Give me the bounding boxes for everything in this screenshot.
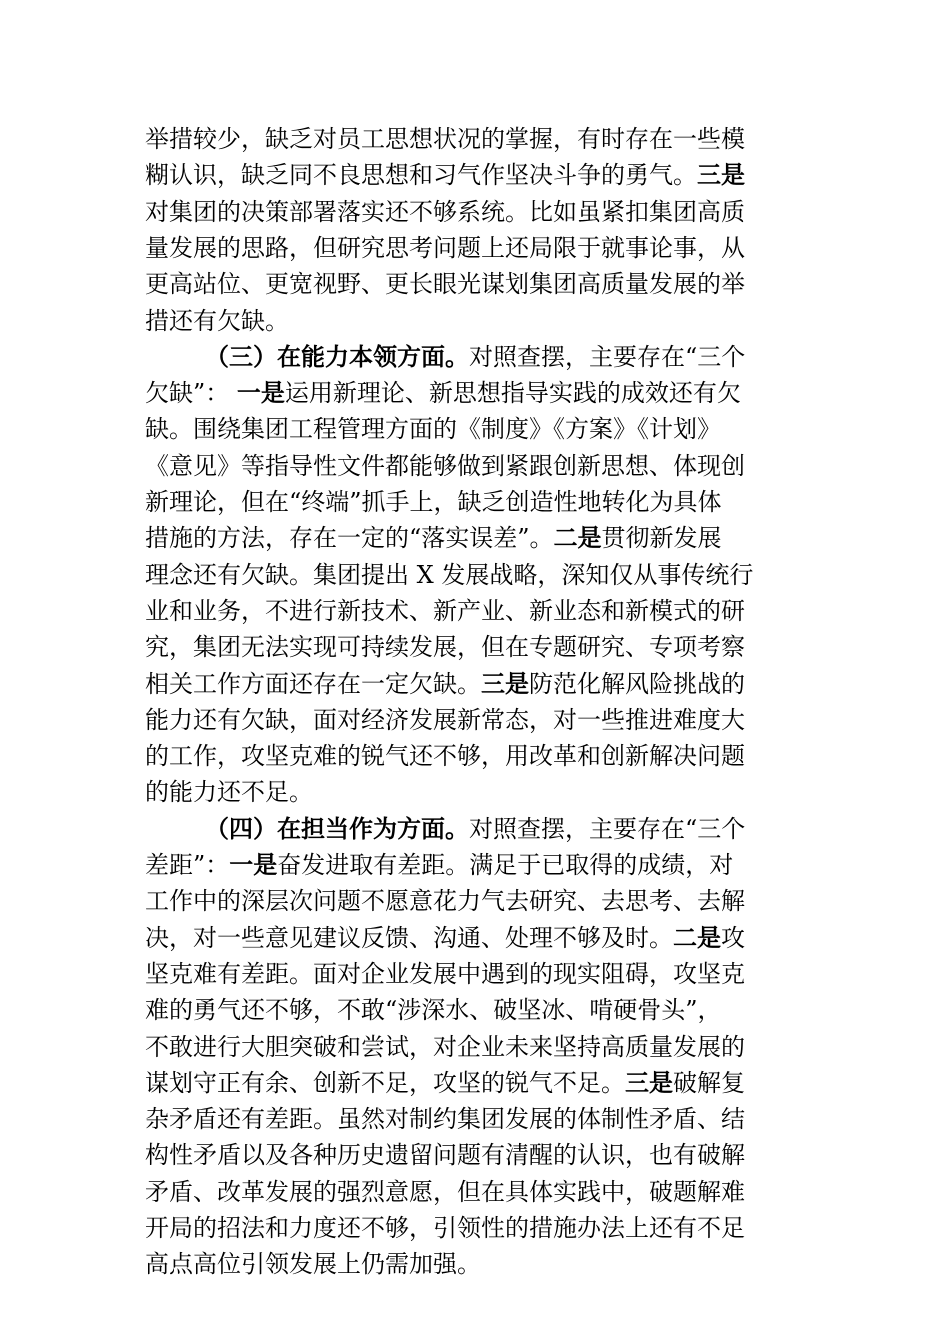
text-segment: 开局的招法和力度还不够，引领性的措施办法上还有不足 [145,1214,745,1242]
text-line [145,409,805,449]
text-segment: 防范化解风险挑战的 [529,669,745,698]
text-line [145,1135,805,1175]
text-segment: 差距”： [145,851,230,879]
text-line [145,1027,805,1067]
text-segment: 谋划守正有余、创新不足，攻坚的锐气不足。 [145,1068,625,1097]
bold-text-segment: 三是 [697,160,745,190]
text-line [205,809,805,849]
text-line [145,1208,805,1248]
text-segment: 对照查摆，主要存在“三个 [469,814,746,843]
text-segment: 对集团的决策部署落实还不够系统。比如虽紧扣集团高质 [145,197,745,226]
text-segment: 的能力还不足。 [145,778,313,807]
text-line [145,881,805,921]
text-line [145,228,805,268]
text-segment: 的工作，攻坚克难的锐气还不够，用改革和创新解决问题 [145,742,745,771]
bold-text-segment: 二是 [553,523,602,553]
text-line [145,555,805,595]
text-line [145,119,805,159]
text-line [145,954,805,994]
text-segment: 糊认识，缺乏同不良思想和习气作坚决斗争的勇气。 [145,161,697,190]
text-line [145,664,805,704]
bold-text-segment: （三）在能力本领方面。 [205,341,469,371]
text-segment: 措施的方法，存在一定的“落实误差”。 [145,524,554,553]
text-line [145,845,805,885]
text-line [145,591,805,631]
text-line [145,264,805,304]
text-segment: 理念还有欠缺。集团提出 X 发展战略，深知仅从事传统行 [145,560,754,589]
text-segment: 构性矛盾以及各种历史遗留问题有清醒的认识，也有破解 [145,1141,745,1170]
text-line [145,627,805,667]
text-line [145,1063,805,1103]
text-segment: 相关工作方面还存在一定欠缺。 [145,669,481,698]
text-segment: 缺。围绕集团工程管理方面的《制度》《方案》《计划》 [145,415,721,444]
bold-text-segment: 三是 [481,668,529,698]
text-segment: 能力还有欠缺，面对经济发展新常态，对一些推进难度大 [145,705,745,734]
text-segment: 究，集团无法实现可持续发展，但在专题研究、专项考察 [145,633,745,662]
text-segment: 奋发进取有差距。满足于已取得的成绩，对 [277,851,734,879]
text-segment: 新理论，但在“终端”抓手上，缺乏创造性地转化为具体 [145,488,722,516]
text-segment: 破解复 [673,1068,745,1097]
bold-text-segment: 三是 [625,1067,673,1097]
text-line [205,337,805,377]
text-line [145,736,805,776]
text-segment: 工作中的深层次问题不愿意花力气去研究、去思考、去解 [145,887,745,916]
text-segment: 欠缺”： [145,379,237,408]
text-line [145,301,805,341]
text-segment: 贯彻新发展 [601,524,722,553]
text-segment: 对照查摆，主要存在“三个 [469,342,746,371]
text-line [145,990,805,1030]
text-segment: 业和业务，不进行新技术、新产业、新业态和新模式的研 [145,596,745,625]
bold-text-segment: 二是 [673,922,721,952]
text-segment: 运用新理论、新思想指导实践的成效还有欠 [284,379,741,408]
text-segment: 举措较少，缺乏对员工思想状况的掌握，有时存在一些模 [145,125,745,153]
text-line [145,192,805,232]
text-line [145,446,805,486]
text-line [145,918,805,958]
text-segment: 《意见》等指导性文件都能够做到紧跟创新思想、体现创 [145,451,745,480]
text-line [145,482,805,522]
text-segment: 更高站位、更宽视野、更长眼光谋划集团高质量发展的举 [145,270,745,299]
text-segment: 不敢进行大胆突破和尝试，对企业未来坚持高质量发展的 [145,1032,745,1061]
text-segment: 难的勇气还不够，不敢“涉深水、破坚冰、啃硬骨头”， [145,996,722,1025]
text-line [145,700,805,740]
text-line [145,155,805,195]
text-segment: 杂矛盾还有差距。虽然对制约集团发展的体制性矛盾、结 [145,1105,745,1134]
text-line [145,373,805,413]
text-line [145,1172,805,1212]
text-segment: 高点高位引领发展上仍需加强。 [145,1250,481,1279]
text-segment: 攻 [721,923,745,952]
text-line [145,1244,805,1284]
text-segment: 坚克难有差距。面对企业发展中遇到的现实阻碍，攻坚克 [145,959,745,988]
text-segment: 量发展的思路，但研究思考问题上还局限于就事论事，从 [145,233,745,262]
text-line [145,1099,805,1139]
text-segment: 决，对一些意见建议反馈、沟通、处理不够及时。 [145,923,673,952]
text-line [145,518,805,558]
bold-text-segment: 一是 [229,850,278,879]
text-segment: 措还有欠缺。 [145,306,289,335]
text-line [145,772,805,812]
bold-text-segment: 一是 [236,378,285,408]
bold-text-segment: （四）在担当作为方面。 [205,813,469,843]
text-segment: 矛盾、改革发展的强烈意愿，但在具体实践中，破题解难 [145,1177,745,1206]
